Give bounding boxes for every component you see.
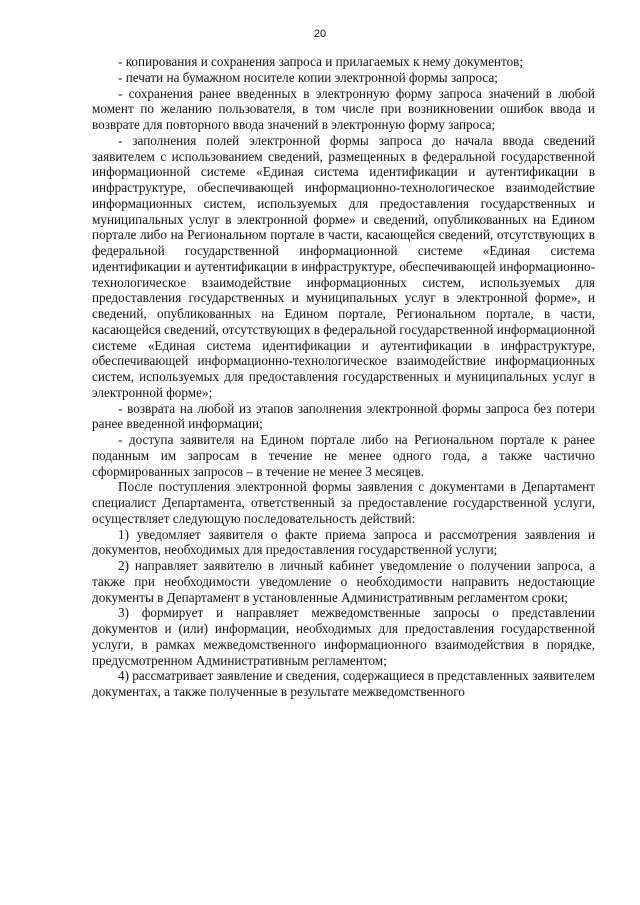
paragraph-step-1: 1) уведомляет заявителя о факте приема запроса и рассмотрения заявления и документов, необходимых для предоставления государственной услуги; (92, 526, 595, 558)
paragraph-print: - печати на бумажном носителе копии электронной формы запроса; (118, 69, 498, 85)
paragraph-return-stage: - возврата на любой из этапов заполнения электронной формы запроса без потери ранее введенной информации; (92, 400, 595, 432)
paragraph-save-values: - сохранения ранее введенных в электронную форму запроса значений в любой момент по желанию пользователя, в том числе при возникновении ошибок ввода и возврате для повторного ввода значений в электронную форму запроса; (92, 85, 595, 132)
page-number: 20 (313, 28, 327, 40)
paragraph-access-requests: - доступа заявителя на Едином портале либо на Региональном портале к ранее поданным им запросам в течение не менее одного года, а также частично сформированных запросов – в течение не менее 3 месяцев. (92, 432, 595, 479)
paragraph-copy-save: - копирования и сохранения запроса и прилагаемых к нему документов; (118, 54, 524, 69)
paragraph-step-3: 3) формирует и направляет межведомственные запросы о представлении документов и (или) информации, необходимых для предоставления государственной услуги, в рамках межведомственного информационного взаимодействия в порядке, предусмотренном Административным регламентом; (92, 605, 595, 668)
paragraph-step-4: 4) рассматривает заявление и сведения, содержащиеся в представленных заявителем документах, а также полученные в результате межведомственного (92, 668, 596, 699)
document-body (92, 54, 595, 700)
paragraph-procedure-intro: После поступления электронной формы заявления с документами в Департамент специалист Департамента, ответственный за предоставление государственной услуги, осуществляет следующую последовательность действий: (92, 479, 595, 526)
paragraph-step-2: 2) направляет заявителю в личный кабинет уведомление о получении запроса, а также при необходимости уведомление о необходимости направить недостающие документы в Департамент в установленные Административным регламентом сроки; (92, 558, 595, 605)
paragraph-autofill: - заполнения полей электронной формы запроса до начала ввода сведений заявителем с использованием сведений, размещенных в федеральной государственной информационной системе «Единая система идентификации и аутентификации в инфраструктуре, обеспечивающей информационно-технологическое взаимодействие информационных систем, используемых для предоставления государственных и муниципальных услуг в электронной форме» и сведений, опубликованных на Едином портале либо на Региональном портале в части, касающейся сведений, отсутствующих в федеральной государственной информационной системе «Единая система идентификации и аутентификации в инфраструктуре, обеспечивающей информационно-технологическое взаимодействие информационных систем, используемых для предоставления государственных и муниципальных услуг в электронной форме», и сведений, опубликованных на Едином портале, Региональном портале, в части, касающейся сведений, отсутствующих в федеральной государственной информационной системе «Единая система идентификации и аутентификации в инфраструктуре, обеспечивающей информационно-технологическое взаимодействие информационных систем, используемых для предоставления государственных и муниципальных услуг в электронной форме»; (92, 132, 595, 400)
